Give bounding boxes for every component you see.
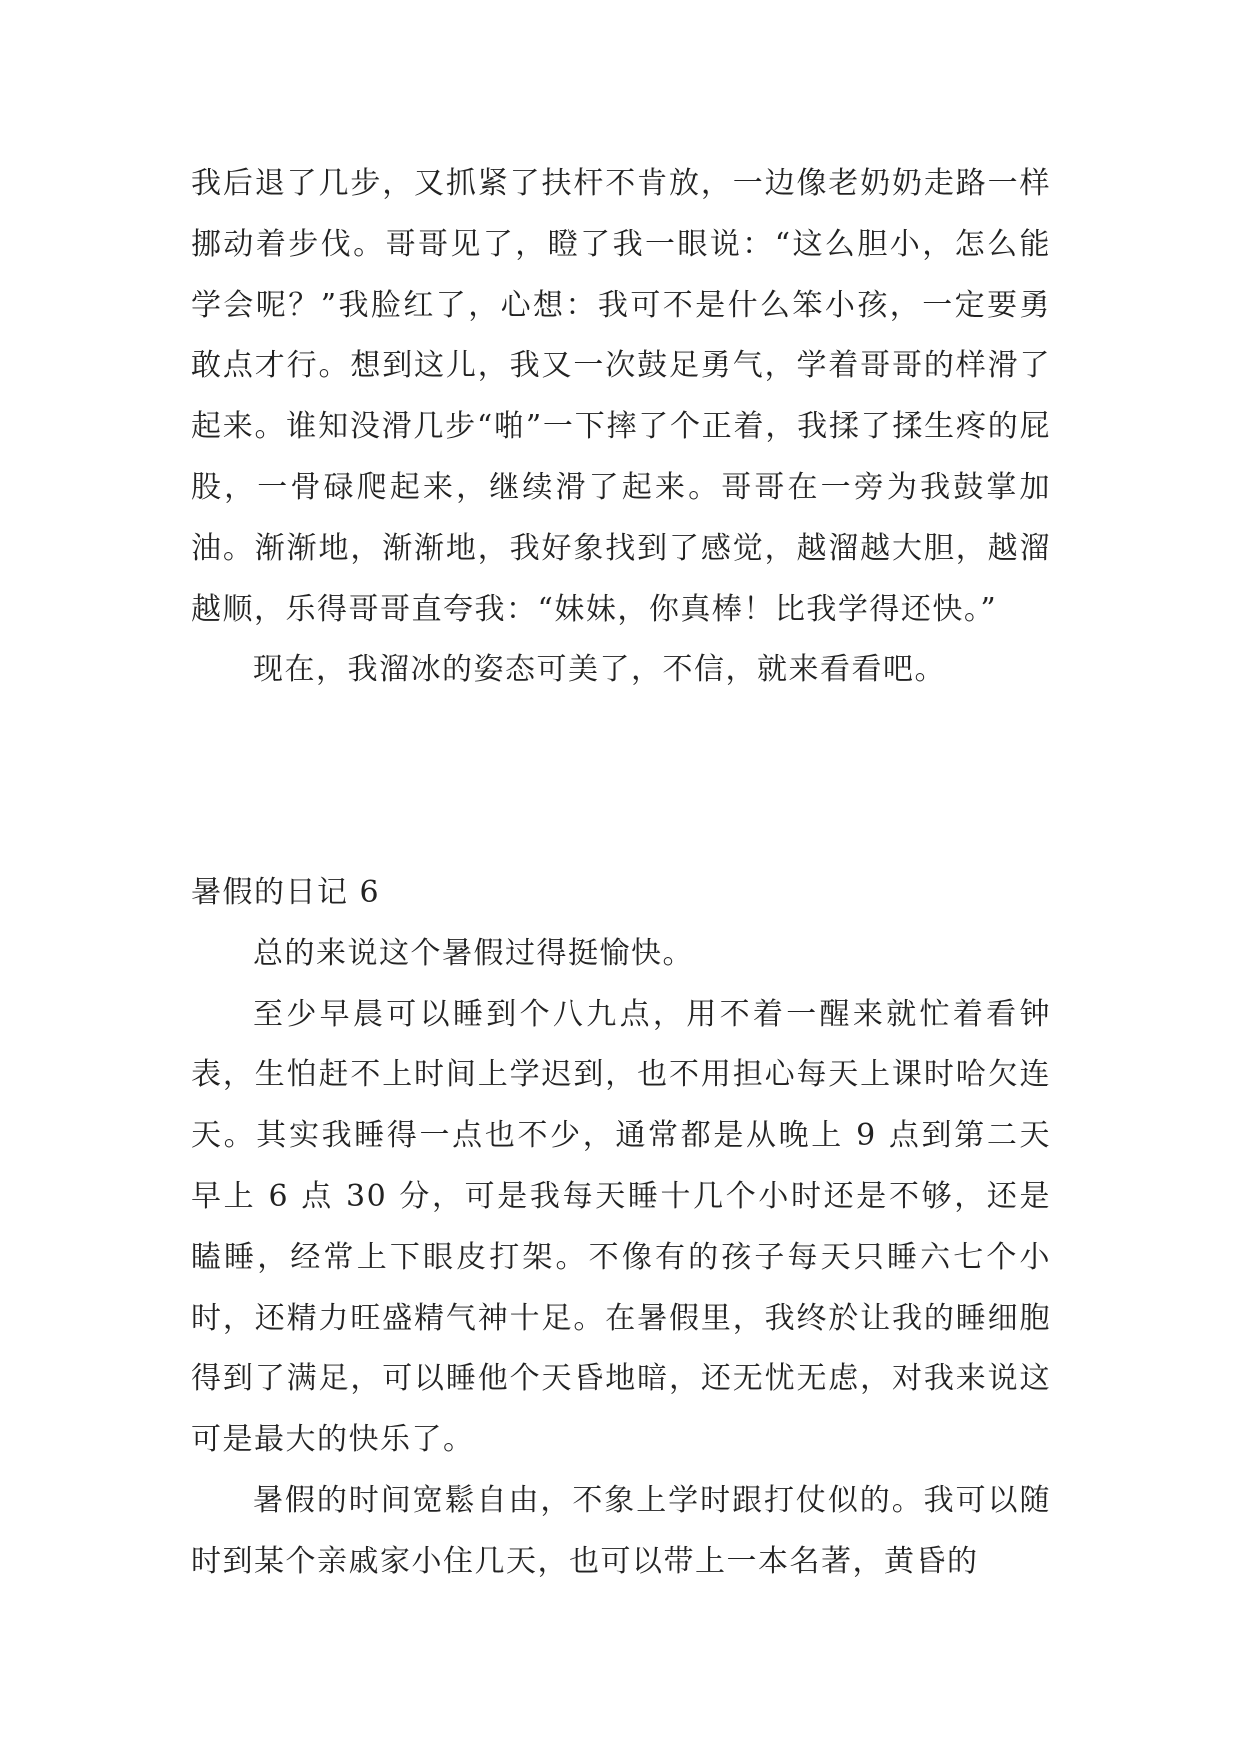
diary-title: 暑假的日记 6: [191, 875, 381, 910]
previous-diary-continuation: [191, 154, 1051, 701]
paragraph-summary: 总的来说这个暑假过得挺愉快。: [253, 935, 694, 971]
paragraph-skating-conclusion: 现在，我溜冰的姿态可美了，不信，就来看看吧。: [253, 652, 946, 688]
diary-entry-6: [191, 863, 1051, 1593]
paragraph-skating-story: 我后退了几步，又抓紧了扶杆不肯放，一边像老奶奶走路一样挪动着步伐。哥哥见了，瞪了我一眼说：“这么胆小，怎么能学会呢？”我脸红了，心想：我可不是什么笨小孩，一定要勇敢点才行。想到这儿，我又一次鼓足勇气，学着哥哥的样滑了起来。谁知没滑几步“啪”一下摔了个正着，我揉了揉生疼的屁股，一骨碌爬起来，继续滑了起来。哥哥在一旁为我鼓掌加油。渐渐地，渐渐地，我好象找到了感觉，越溜越大胆，越溜越顺，乐得哥哥直夸我：“妹妹，你真棒！比我学得还快。”: [191, 166, 1051, 627]
paragraph-sleep: 至少早晨可以睡到个八九点，用不着一醒来就忙着看钟表，生怕赶不上时间上学迟到，也不用担心每天上课时哈欠连天。其实我睡得一点也不少，通常都是从晚上 9 点到第二天早上 6 点 30 分，可是我每天睡十几个小时还是不够，还是瞌睡，经常上下眼皮打架。不像有的孩子每天只睡六七个小时，还精力旺盛精气神十足。在暑假里，我终於让我的睡细胞得到了满足，可以睡他个天昏地暗，还无忧无虑，对我来说这可是最大的快乐了。: [191, 996, 1051, 1458]
paragraph-free-time: 暑假的时间宽鬆自由，不象上学时跟打仗似的。我可以随时到某个亲戚家小住几天，也可以带上一本名著，黄昏的: [191, 1482, 1051, 1579]
